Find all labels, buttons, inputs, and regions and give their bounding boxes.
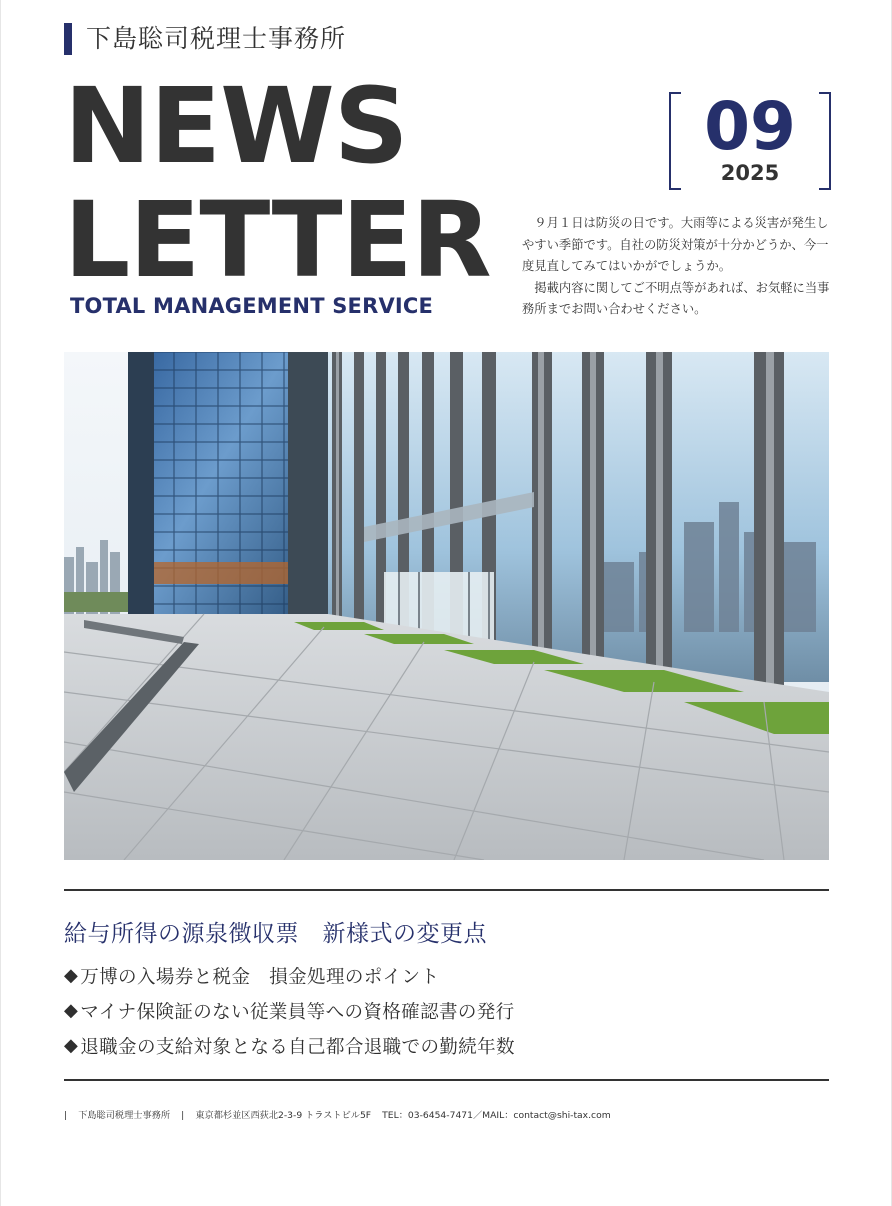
footer-office: 下島聡司税理士事務所: [78, 1110, 171, 1121]
topic-item: [64, 993, 515, 1028]
footer-separator: |: [181, 1110, 185, 1121]
topic-label: マイナ保険証のない従業員等への資格確認書の発行: [80, 1001, 515, 1023]
intro-paragraph: 掲載内容に関してご不明点等があれば、お気軽に当事務所までお問い合わせください。: [522, 280, 830, 316]
divider-top: [64, 889, 829, 891]
topic-label: 退職金の支給対象となる自己都合退職での勤続年数: [80, 1036, 515, 1058]
topic-headline: 給与所得の源泉徴収票 新様式の変更点: [64, 921, 487, 947]
footer-separator: |: [64, 1110, 68, 1121]
divider-bottom: [64, 1079, 829, 1081]
title-news: NEWS: [64, 65, 408, 187]
office-name: 下島聡司税理士事務所: [86, 24, 347, 53]
masthead-subtitle: TOTAL MANAGEMENT SERVICE: [70, 294, 434, 318]
issue-month: 09: [704, 88, 796, 165]
accent-bar: [64, 23, 72, 55]
title-letter: LETTER: [64, 179, 491, 301]
diamond-icon: ◆: [64, 1000, 79, 1021]
topic-label: 万博の入場券と税金 損金処理のポイント: [80, 966, 440, 988]
diamond-icon: ◆: [64, 1035, 79, 1056]
cover-photo: [64, 352, 829, 860]
topic-list: [64, 958, 515, 1063]
intro-text: [522, 213, 834, 321]
footer: [64, 1107, 611, 1121]
footer-contact: TEL：03-6454-7471／MAIL：contact@shi-tax.com: [382, 1110, 611, 1121]
office-header: [64, 22, 346, 56]
footer-address: 東京都杉並区西荻北2-3-9 トラストビル5F: [195, 1110, 372, 1121]
topic-item: [64, 1028, 515, 1063]
topic-item: [64, 958, 515, 993]
intro-paragraph: ９月１日は防災の日です。大雨等による災害が発生しやすい季節です。自社の防災対策が十分かどうか、今一度見直してみてはいかがでしょうか。: [522, 216, 829, 273]
issue-year: 2025: [720, 161, 780, 185]
diamond-icon: ◆: [64, 965, 79, 986]
issue-box: [669, 88, 831, 190]
